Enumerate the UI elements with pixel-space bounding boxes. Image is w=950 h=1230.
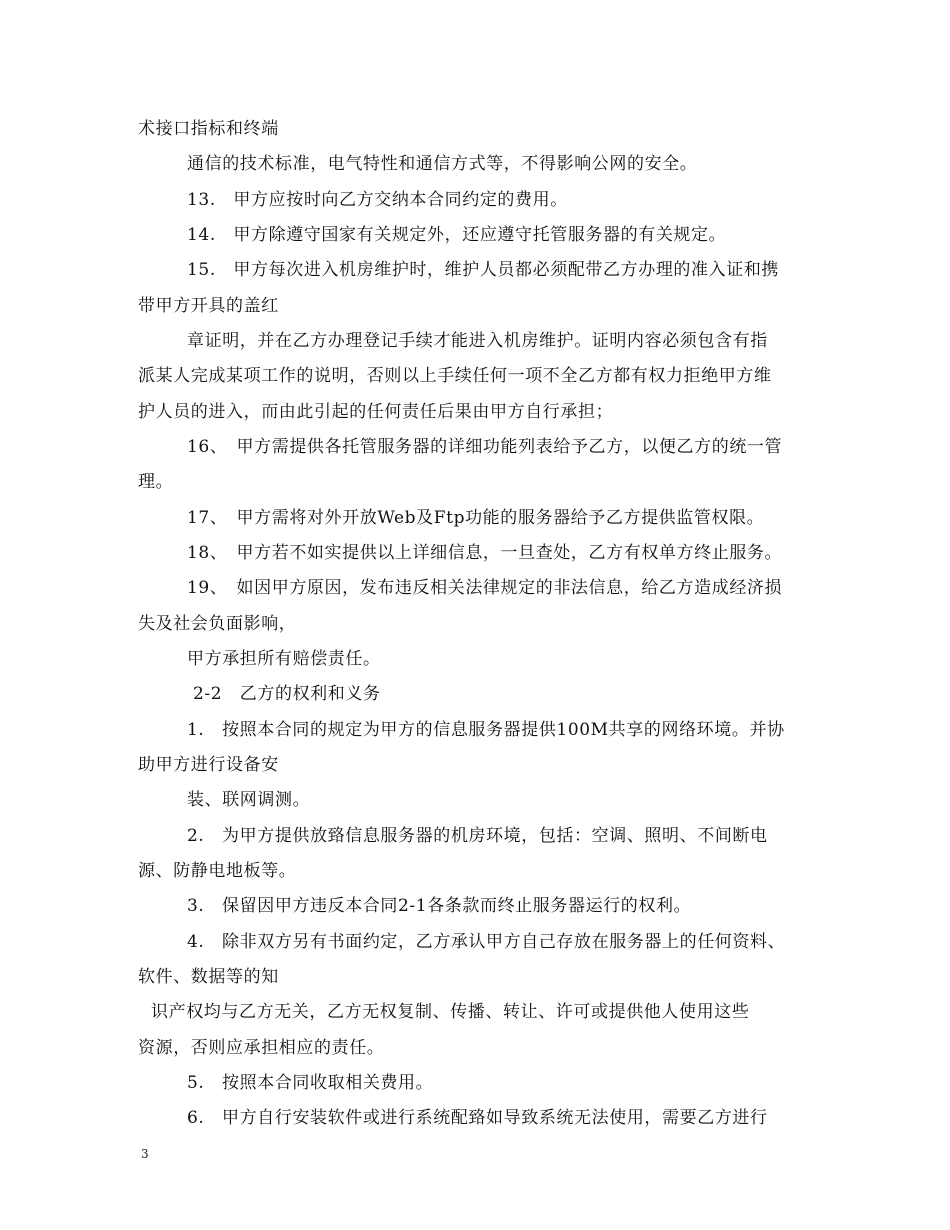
text-line: 2. 为甲方提供放臵信息服务器的机房环境，包括：空调、照明、不间断电 (187, 826, 768, 846)
text-line: 5. 按照本合同收取相关费用。 (187, 1073, 434, 1093)
text-line: 装、联网调测。 (187, 790, 311, 810)
text-line: 19、 如因甲方原因，发布违反相关法律规定的非法信息，给乙方造成经济损 (187, 578, 783, 598)
text-line: 失及社会负面影响， (138, 614, 297, 634)
text-line: 16、 甲方需提供各托管服务器的详细功能列表给予乙方，以便乙方的统一管 (187, 437, 783, 457)
text-line: 甲方承担所有赔偿责任。 (187, 649, 381, 669)
text-line: 助甲方进行设备安 (138, 755, 279, 775)
text-line: 通信的技术标准，电气特性和通信方式等，不得影响公网的安全。 (187, 154, 698, 174)
text-line: 1. 按照本合同的规定为甲方的信息服务器提供100M共享的网络环境。并协 (187, 720, 785, 740)
text-line: 3. 保留因甲方违反本合同2-1各条款而终止服务器运行的权利。 (187, 896, 692, 916)
text-line: 15. 甲方每次进入机房维护时，维护人员都必须配带乙方办理的准入证和携 (187, 260, 780, 280)
text-line: 源、防静电地板等。 (138, 861, 297, 881)
text-line: 6. 甲方自行安装软件或进行系统配臵如导致系统无法使用，需要乙方进行 (187, 1108, 768, 1128)
text-line: 软件、数据等的知 (138, 967, 279, 987)
text-line: 资源，否则应承担相应的责任。 (138, 1038, 385, 1058)
text-line: 派某人完成某项工作的说明，否则以上手续任何一项不全乙方都有权力拒绝甲方维 (138, 366, 772, 386)
text-line: 带甲方开具的盖红 (138, 296, 279, 316)
text-line: 章证明，并在乙方办理登记手续才能进入机房维护。证明内容必须包含有指 (187, 331, 768, 351)
text-line: 护人员的进入，而由此引起的任何责任后果由甲方自行承担； (138, 402, 614, 422)
text-line: 识产权均与乙方无关，乙方无权复制、传播、转让、许可或提供他人使用这些 (151, 1002, 750, 1022)
section-heading: 2-2 乙方的权利和义务 (193, 684, 381, 704)
text-line: 4. 除非双方另有书面约定，乙方承认甲方自己存放在服务器上的任何资料、 (187, 932, 786, 952)
text-line: 理。 (138, 472, 174, 492)
text-line: 14. 甲方除遵守国家有关规定外，还应遵守托管服务器的有关规定。 (187, 225, 727, 245)
text-line: 17、 甲方需将对外开放Web及Ftp功能的服务器给予乙方提供监管权限。 (187, 508, 765, 528)
text-line: 13. 甲方应按时向乙方交纳本合同约定的费用。 (187, 190, 568, 210)
text-line: 18、 甲方若不如实提供以上详细信息，一旦查处，乙方有权单方终止服务。 (187, 543, 783, 563)
text-line: 术接口指标和终端 (138, 119, 279, 139)
page-number: 3 (141, 1147, 149, 1161)
